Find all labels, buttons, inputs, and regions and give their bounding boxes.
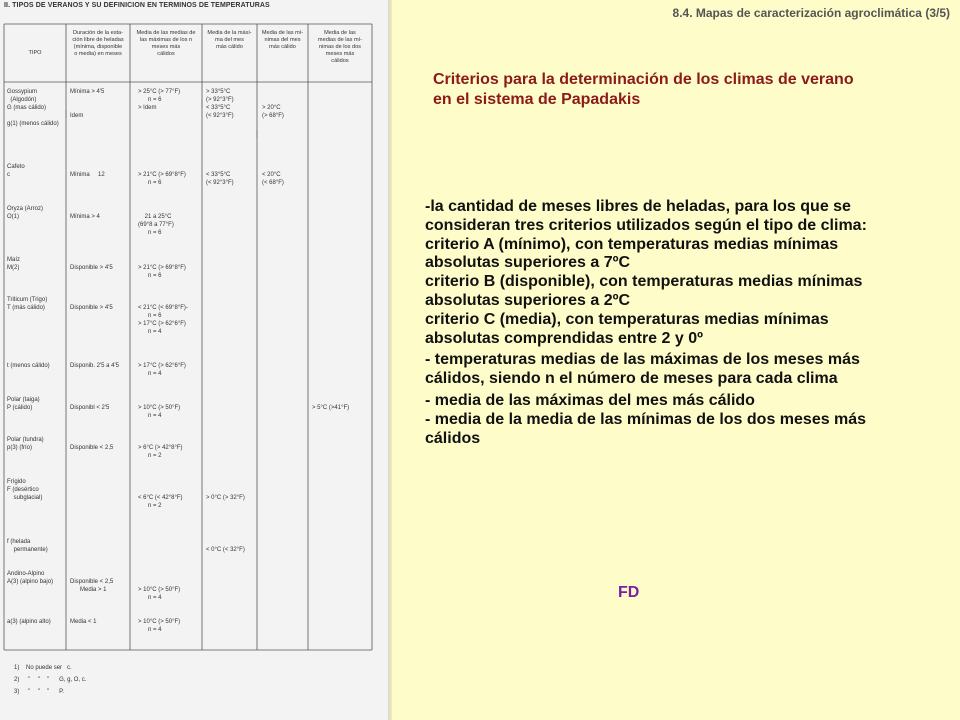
table-header-minimas-mes: Media de las mí- nimas del mes más cálido (261, 30, 304, 50)
table-cell: > 10°C (> 50°F) n = 4 (138, 405, 181, 419)
table-cell: > 25°C (> 77°F) n = 6 > Idem (138, 89, 181, 111)
slide-body (425, 198, 905, 448)
table-cell: < 0°C (< 32°F) (206, 547, 245, 553)
table-cell: Disponible > 4'5 (70, 265, 113, 271)
table-cell: Media < 1 (70, 619, 97, 625)
body-paragraph-criterio-b: criterio B (disponible), con temperaturas medias mínimas absolutas superiores a 2ºC (425, 273, 863, 309)
scan-edge (388, 0, 392, 720)
table-cell: Disponibl < 2'5 (70, 405, 110, 411)
table-cell: Cafeto c (7, 164, 25, 178)
table-cell: Mínima > 4 (70, 214, 100, 220)
table-note-1: 1) No puede ser c. (14, 665, 72, 671)
table-cell: Disponible < 2,5 (70, 445, 114, 451)
table-header-maxima-mes: Media de la máxi- ma del mes más cálido (207, 30, 252, 50)
table-cell: < 33°5°C (< 92°3°F) (206, 172, 234, 186)
table-header-minimas-dos-meses: Media de las medias de las mí- nimas de los dos meses más cálidos (317, 30, 363, 64)
table-cell: Triticum (Trigo) T (más cálido) (7, 297, 48, 311)
table-cell: > 21°C (> 69°8°F) n = 6 (138, 172, 186, 186)
table-cell: < 6°C (< 42°8°F) n = 2 (138, 495, 183, 509)
table-header-duracion: Duración de la esta- ción libre de heladas (mínima, disponible o media) en meses (72, 30, 124, 57)
slide-heading: Criterios para la determinación de los climas de verano en el sistema de Papadakis (433, 71, 854, 108)
table-cell: > 10°C (> 50°F) n = 4 (138, 587, 181, 601)
footer-tag: FD (618, 584, 640, 601)
table-cell: > 6°C (> 42°8°F) n = 2 (138, 445, 183, 459)
body-paragraph-criterio-a: criterio A (mínimo), con temperaturas medias mínimas absolutas superiores a 7ºC (425, 235, 839, 272)
table-cell: Oryza (Arroz) O(1) (7, 206, 43, 220)
table-cell: < 21°C (< 69°8°F)- n = 6 > 17°C (> 62°6°F) n = 4 (138, 305, 188, 335)
table-cell: < 20°C (< 68°F) (262, 172, 284, 186)
table-cell: > 20°C (> 68°F) (262, 105, 284, 119)
table-cell: Maíz M(2) (7, 257, 21, 271)
table-cell: Frígido F (desértico subglacial) (7, 479, 43, 501)
table-cell: > 17°C (> 62°6°F) n = 4 (138, 363, 186, 377)
table-cell: 21 a 25°C (69°8 a 77°F) n = 6 (138, 214, 174, 236)
table-cell: Gossypium (Algodón) G (mas cálido) g(1) (menos cálido) (7, 89, 59, 127)
body-paragraph-criterio-c: criterio C (media), con temperaturas medias mínimas absolutas comprendidas entre 2 y 0º (425, 310, 829, 347)
body-paragraph-frost-months: -la cantidad de meses libres de heladas, para los que se consideran tres criterios utilizados según el tipo de clima: (425, 198, 867, 234)
table-note-2: 2) " " " G, g, O, c. (14, 677, 87, 683)
table-cell: Polar (taiga) P (cálido) (7, 397, 40, 411)
table-cell: > 33°5°C (> 92°3°F) < 33°5°C (< 92°3°F) (206, 89, 234, 119)
table-note-3: 3) " " " P. (14, 689, 64, 695)
body-paragraph-min-dos-meses: - media de la media de las mínimas de los dos meses más cálidos (425, 410, 867, 447)
body-paragraph-temp-medias: - temperaturas medias de las máximas de los meses más cálidos, siendo n el número de meses para cada clima (425, 351, 860, 388)
table-cell: Disponible < 2,5 Media > 1 (70, 579, 114, 593)
table-cell: Andino-Alpino A(3) (alpino bajo) (7, 571, 54, 585)
table-cell: Mínima 12 (70, 172, 105, 178)
table-cell: a(3) (alpino alto) (7, 619, 51, 625)
table-cell: Disponible > 4'5 (70, 305, 113, 311)
table-cell: Disponib. 2'5 a 4'5 (70, 363, 119, 369)
scanned-table-image (0, 0, 388, 720)
table-cell: > 10°C (> 50°F) n = 4 (138, 619, 181, 633)
table-cell: > 21°C (> 69°8°F) n = 6 (138, 265, 186, 279)
table-cell: t (menos cálido) (7, 363, 50, 369)
table-cell: Polar (tundra) p(3) (frío) (7, 437, 44, 451)
table-cell: Mínima > 4'5 Idem (70, 89, 105, 119)
table-cell: > 5°C (>41°F) (312, 405, 350, 411)
table-header-tipo: TIPO (28, 50, 42, 56)
slide-reference: 8.4. Mapas de caracterización agroclimática (3/5) (672, 6, 950, 20)
table-header-media-maximas: Media de las medias de las máximas de los n meses más cálidos (136, 30, 196, 57)
table-title: II. TIPOS DE VERANOS Y SU DEFINICION EN TERMINOS DE TEMPERATURAS (4, 2, 270, 9)
body-paragraph-max-mes: - media de las máximas del mes más cálido (425, 391, 755, 409)
table-cell: f (helada permanente) (7, 539, 48, 553)
table-cell: > 0°C (> 32°F) (206, 495, 245, 501)
